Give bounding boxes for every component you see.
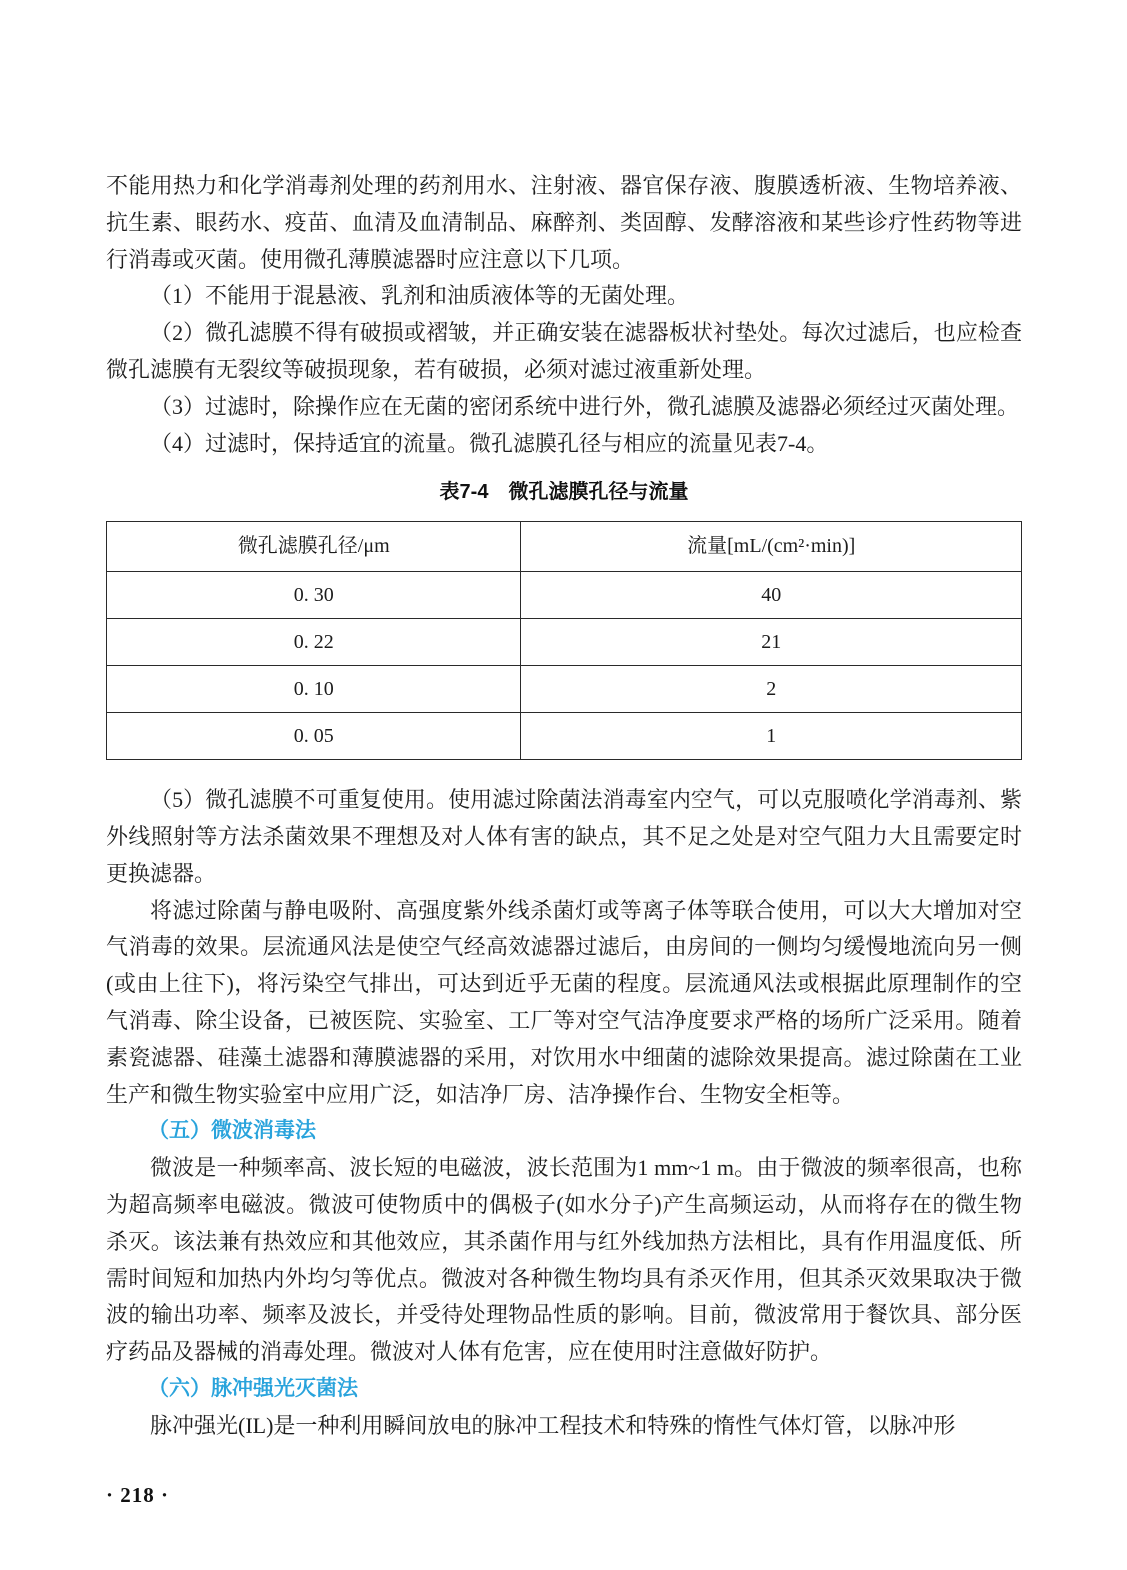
cell-pore-size: 0. 10 bbox=[107, 666, 521, 713]
cell-pore-size: 0. 05 bbox=[107, 713, 521, 760]
list-item-2: （2）微孔滤膜不得有破损或褶皱，并正确安装在滤器板状衬垫处。每次过滤后，也应检查微孔滤膜有无裂纹等破损现象，若有破损，必须对滤过液重新处理。 bbox=[106, 320, 1022, 382]
pore-size-flow-table bbox=[106, 521, 1022, 760]
table-header-row bbox=[107, 522, 1022, 572]
cell-pore-size: 0. 22 bbox=[107, 619, 521, 666]
cell-flow-rate: 40 bbox=[521, 572, 1022, 619]
cell-flow-rate: 1 bbox=[521, 713, 1022, 760]
table-row bbox=[107, 666, 1022, 713]
cell-flow-rate: 21 bbox=[521, 619, 1022, 666]
table-caption: 表7-4 微孔滤膜孔径与流量 bbox=[439, 481, 689, 504]
page-number: · 218 · bbox=[106, 1483, 170, 1507]
cell-flow-rate: 2 bbox=[521, 666, 1022, 713]
paragraph-continuation: 不能用热力和化学消毒剂处理的药剂用水、注射液、器官保存液、腹膜透析液、生物培养液、抗生素、眼药水、疫苗、血清及血清制品、麻醉剂、类固醇、发酵溶液和某些诊疗性药物等进行消毒或灭菌。使用微孔薄膜滤器时应注意以下几项。 bbox=[106, 173, 1022, 272]
column-header-flow-rate: 流量[mL/(cm²·min)] bbox=[521, 522, 1022, 572]
list-item-5: （5）微孔滤膜不可重复使用。使用滤过除菌法消毒室内空气，可以克服喷化学消毒剂、紫外线照射等方法杀菌效果不理想及对人体有害的缺点，其不足之处是对空气阻力大且需要定时更换滤器。 bbox=[106, 787, 1022, 886]
paragraph-pulsed-light: 脉冲强光(IL)是一种利用瞬间放电的脉冲工程技术和特殊的惰性气体灯管，以脉冲形 bbox=[150, 1412, 956, 1438]
column-header-pore-size: 微孔滤膜孔径/μm bbox=[107, 522, 521, 572]
list-item-3: （3）过滤时，除操作应在无菌的密闭系统中进行外，微孔滤膜及滤器必须经过灭菌处理。 bbox=[150, 393, 1020, 419]
paragraph-laminar-flow: 将滤过除菌与静电吸附、高强度紫外线杀菌灯或等离子体等联合使用，可以大大增加对空气消毒的效果。层流通风法是使空气经高效滤器过滤后，由房间的一侧均匀缓慢地流向另一侧(或由上往下)，将污染空气排出，可达到近乎无菌的程度。层流通风法或根据此原理制作的空气消毒、除尘设备，已被医院、实验室、工厂等对空气洁净度要求严格的场所广泛采用。随着素瓷滤器、硅藻土滤器和薄膜滤器的采用，对饮用水中细菌的滤除效果提高。滤过除菌在工业生产和微生物实验室中应用广泛，如洁净厂房、洁净操作台、生物安全柜等。 bbox=[106, 897, 1022, 1107]
paragraph-microwave: 微波是一种频率高、波长短的电磁波，波长范围为1 mm~1 m。由于微波的频率很高，也称为超高频率电磁波。微波可使物质中的偶极子(如水分子)产生高频运动，从而将存在的微生物杀灭。该法兼有热效应和其他效应，其杀菌作用与红外线加热方法相比，具有作用温度低、所需时间短和加热内外均匀等优点。微波对各种微生物均具有杀灭作用，但其杀灭效果取决于微波的输出功率、频率及波长，并受待处理物品性质的影响。目前，微波常用于餐饮具、部分医疗药品及器械的消毒处理。微波对人体有危害，应在使用时注意做好防护。 bbox=[106, 1155, 1022, 1365]
list-item-4: （4）过滤时，保持适宜的流量。微孔滤膜孔径与相应的流量见表7-4。 bbox=[150, 430, 829, 456]
table-row bbox=[107, 713, 1022, 760]
section-heading-pulsed-light: （六）脉冲强光灭菌法 bbox=[148, 1376, 358, 1400]
page-content bbox=[106, 168, 1022, 1445]
section-heading-microwave: （五）微波消毒法 bbox=[148, 1119, 316, 1143]
cell-pore-size: 0. 30 bbox=[107, 572, 521, 619]
list-item-1: （1）不能用于混悬液、乳剂和油质液体等的无菌处理。 bbox=[150, 283, 690, 309]
table-row bbox=[107, 619, 1022, 666]
table-row bbox=[107, 572, 1022, 619]
